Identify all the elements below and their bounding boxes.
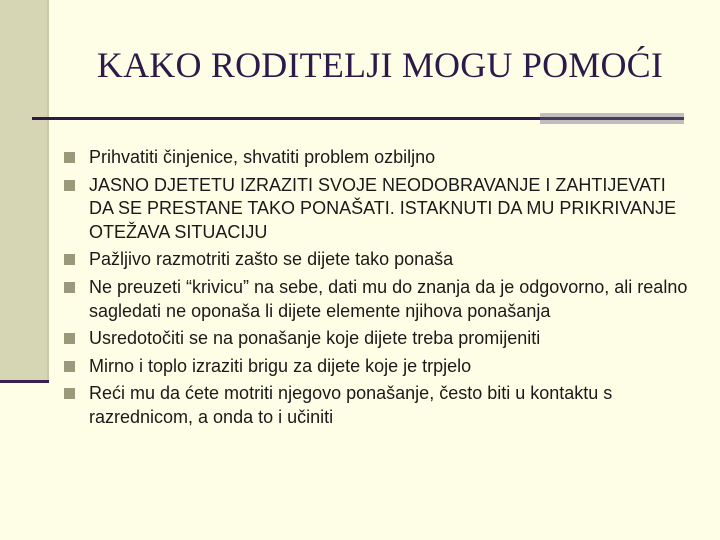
list-item xyxy=(64,382,694,429)
square-bullet-icon xyxy=(64,333,75,344)
list-item xyxy=(64,355,694,379)
square-bullet-icon xyxy=(64,388,75,399)
bullet-text: Mirno i toplo izraziti brigu za dijete koje je trpjelo xyxy=(89,355,472,376)
list-item xyxy=(64,248,694,272)
title-divider-accent-line xyxy=(540,117,684,120)
list-item xyxy=(64,276,694,323)
left-band-underline xyxy=(0,380,49,383)
square-bullet-icon xyxy=(64,361,75,372)
square-bullet-icon xyxy=(64,282,75,293)
bullet-list xyxy=(64,146,694,434)
bullet-text: Usredotočiti se na ponašanje koje dijete treba promijeniti xyxy=(89,328,541,349)
list-item xyxy=(64,174,694,245)
bullet-text: Ne preuzeti “krivicu” na sebe, dati mu do znanja da je odgovorno, ali realno sagledati ne oponaša li dijete elemente njihova ponašanja xyxy=(89,276,688,321)
bullet-text: Pažljivo razmotriti zašto se dijete tako ponaša xyxy=(89,249,454,270)
bullet-text: JASNO DJETETU IZRAZITI SVOJE NEODOBRAVANJE I ZAHTIJEVATI DA SE PRESTANE TAKO PONAŠATI. ISTAKNUTI DA MU PRIKRIVANJE OTEŽAVA SITUACIJU xyxy=(89,174,677,242)
left-band-edge xyxy=(47,0,49,382)
slide-title: KAKO RODITELJI MOGU POMOĆI xyxy=(96,45,664,85)
list-item xyxy=(64,146,694,170)
bullet-text: Reći mu da ćete motriti njegovo ponašanje, često biti u kontaktu s razrednicom, a onda to i učiniti xyxy=(89,383,613,427)
left-decorative-band xyxy=(0,0,47,382)
square-bullet-icon xyxy=(64,180,75,191)
bullet-text: Prihvatiti činjenice, shvatiti problem ozbiljno xyxy=(89,147,436,167)
square-bullet-icon xyxy=(64,254,75,265)
title-divider xyxy=(32,117,612,120)
list-item xyxy=(64,327,694,351)
square-bullet-icon xyxy=(64,152,75,163)
